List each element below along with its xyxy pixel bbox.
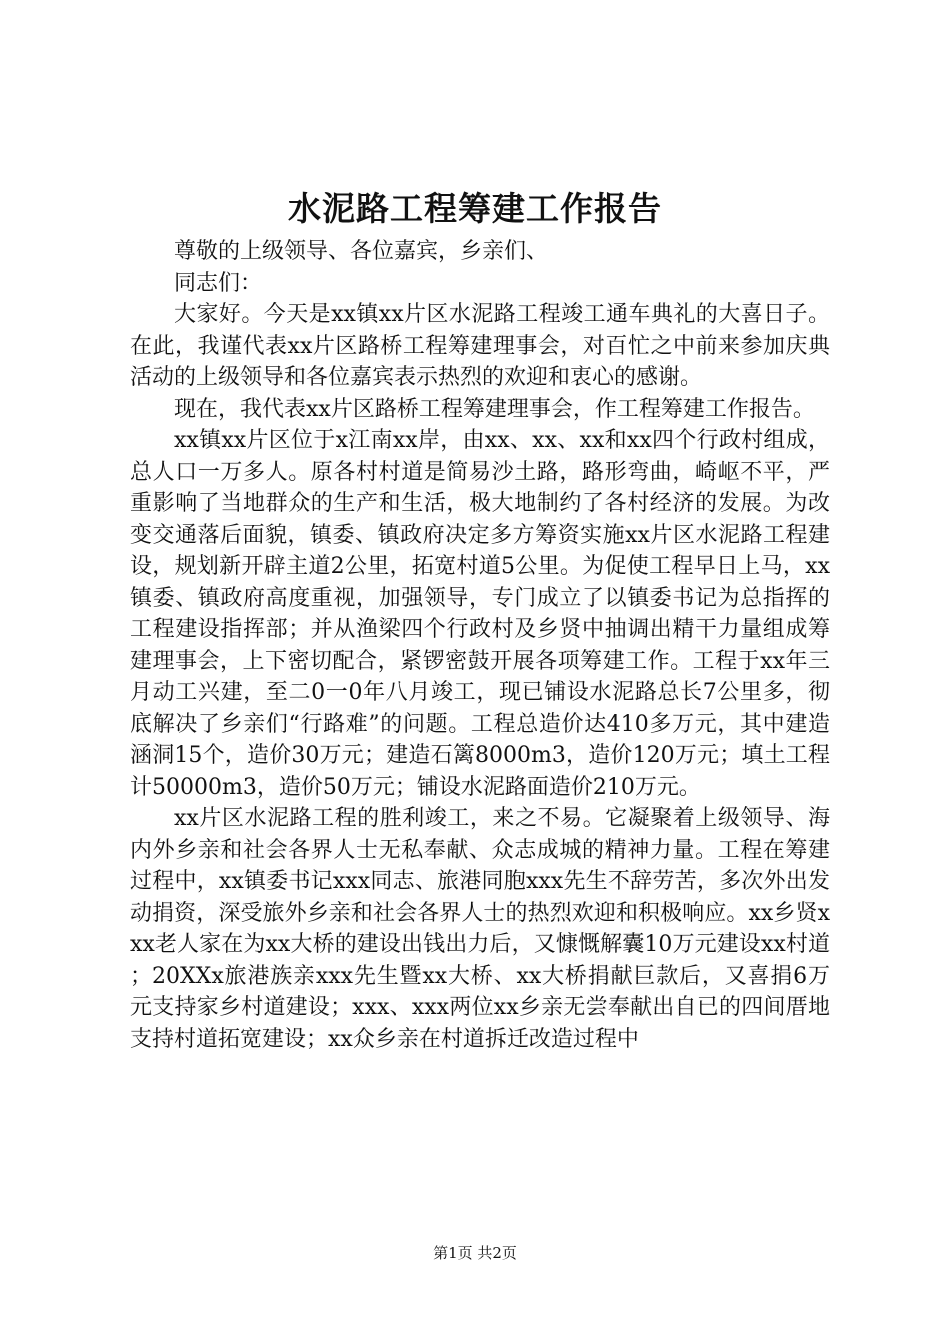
salutation-line: 尊敬的上级领导、各位嘉宾，乡亲们、 — [174, 239, 549, 264]
body-paragraph: 大家好。今天是xx镇xx片区水泥路工程竣工通车典礼的大喜日子。在此，我谨代表xx片区路桥工程筹建理事会，对百忙之中前来参加庆典活动的上级领导和各位嘉宾表示热烈的欢迎和衷心的感谢。 — [130, 302, 830, 390]
salutation-line: 同志们： — [174, 270, 263, 296]
page-number-footer: 第1页 共2页 — [433, 1244, 517, 1262]
body-paragraph: xx片区水泥路工程的胜利竣工，来之不易。它凝聚着上级领导、海内外乡亲和社会各界人士无私奉献、众志成城的精神力量。工程在筹建过程中，xx镇委书记xxx同志、旅港同胞xxx先生不辞劳苦，多次外出发动捐资，深受旅外乡亲和社会各界人士的热烈欢迎和积极响应。xx乡贤xxx老人家在为xx大桥的建设出钱出力后，又慷慨解囊10万元建设xx村道；20XXx旅港族亲xxx先生暨xx大桥、xx大桥捐献巨款后，又喜捐6万元支持家乡村道建设；xxx、xxx两位xx乡亲无尝奉献出自已的四间厝地支持村道拓宽建设；xx众乡亲在村道拆迁改造过程中 — [130, 806, 830, 1052]
body-paragraph: 现在，我代表xx片区路桥工程筹建理事会，作工程筹建工作报告。 — [174, 396, 815, 422]
document-title: 水泥路工程筹建工作报告 — [288, 189, 662, 228]
document-body — [130, 236, 830, 1055]
body-paragraph: xx镇xx片区位于x江南xx岸，由xx、xx、xx和xx四个行政村组成，总人口一万多人。原各村村道是简易沙土路，路形弯曲，崎岖不平，严重影响了当地群众的生产和生活，极大地制约了各村经济的发展。为改变交通落后面貌，镇委、镇政府决定多方筹资实施xx片区水泥路工程建设，规划新开辟主道2公里，拓宽村道5公里。为促使工程早日上马，xx镇委、镇政府高度重视，加强领导，专门成立了以镇委书记为总指挥的工程建设指挥部；并从渔梁四个行政村及乡贤中抽调出精干力量组成筹建理事会，上下密切配合，紧锣密鼓开展各项筹建工作。工程于xx年三月动工兴建，至二0一0年八月竣工，现已铺设水泥路总长7公里多，彻底解决了乡亲们“行路难”的问题。工程总造价达410多万元，其中建造涵洞15个，造价30万元；建造石篱8000m3，造价120万元；填土工程计50000m3，造价50万元；铺设水泥路面造价210万元。 — [130, 428, 830, 800]
